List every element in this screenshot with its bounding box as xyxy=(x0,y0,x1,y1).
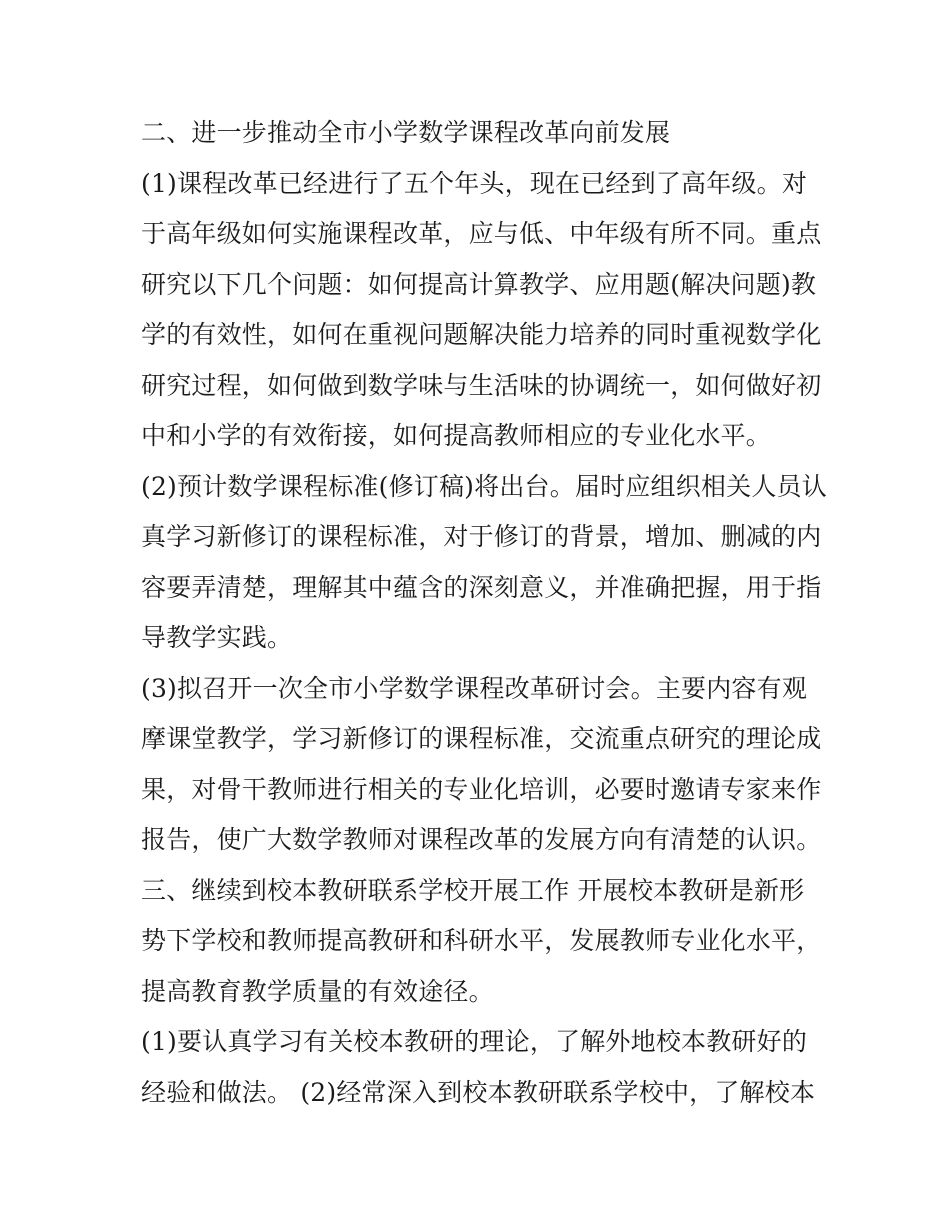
paragraph-line: 经验和做法。 (2)经常深入到校本教研联系学校中，了解校本 xyxy=(141,1077,816,1107)
paragraph-line: (2)预计数学课程标准(修订稿)将出台。届时应组织相关人员认 xyxy=(141,471,827,501)
paragraph-line: 研究以下几个问题：如何提高计算教学、应用题(解决问题)教 xyxy=(141,269,817,299)
paragraph-line: 摩课堂教学，学习新修订的课程标准，交流重点研究的理论成 xyxy=(141,724,822,753)
paragraph-line: 学的有效性，如何在重视问题解决能力培养的同时重视数学化 xyxy=(141,320,822,349)
paragraph-line: 果，对骨干教师进行相关的专业化培训，必要时邀请专家来作 xyxy=(141,774,822,804)
paragraph-line: 提高教育教学质量的有效途径。 xyxy=(141,976,494,1006)
paragraph-line: 势下学校和教师提高教研和科研水平，发展教师专业化水平， xyxy=(141,926,822,955)
paragraph-line: (1)课程改革已经进行了五个年头，现在已经到了高年级。对 xyxy=(141,168,808,198)
paragraph-line: (1)要认真学习有关校本教研的理论，了解外地校本教研好的 xyxy=(141,1027,808,1056)
paragraph-line: 导教学实践。 xyxy=(141,623,293,652)
paragraph-line: 于高年级如何实施课程改革，应与低、中年级有所不同。重点 xyxy=(141,219,822,248)
paragraph-line: 研究过程，如何做到数学味与生活味的协调统一，如何做好初 xyxy=(141,370,822,400)
section-heading-3: 三、继续到校本教研联系学校开展工作 开展校本教研是新形 xyxy=(141,875,805,905)
paragraph-line: 报告，使广大数学教师对课程改革的发展方向有清楚的认识。 xyxy=(141,825,822,854)
document-body xyxy=(141,108,827,1118)
paragraph-line: 中和小学的有效衔接，如何提高教师相应的专业化水平。 xyxy=(141,421,772,450)
section-heading-2: 二、进一步推动全市小学数学课程改革向前发展 xyxy=(141,118,671,147)
paragraph-line: 容要弄清楚，理解其中蕴含的深刻意义，并准确把握，用于指 xyxy=(141,572,822,602)
paragraph-line: 真学习新修订的课程标准，对于修订的背景，增加、删减的内 xyxy=(141,522,822,551)
paragraph-line: (3)拟召开一次全市小学数学课程改革研讨会。主要内容有观 xyxy=(141,673,808,703)
